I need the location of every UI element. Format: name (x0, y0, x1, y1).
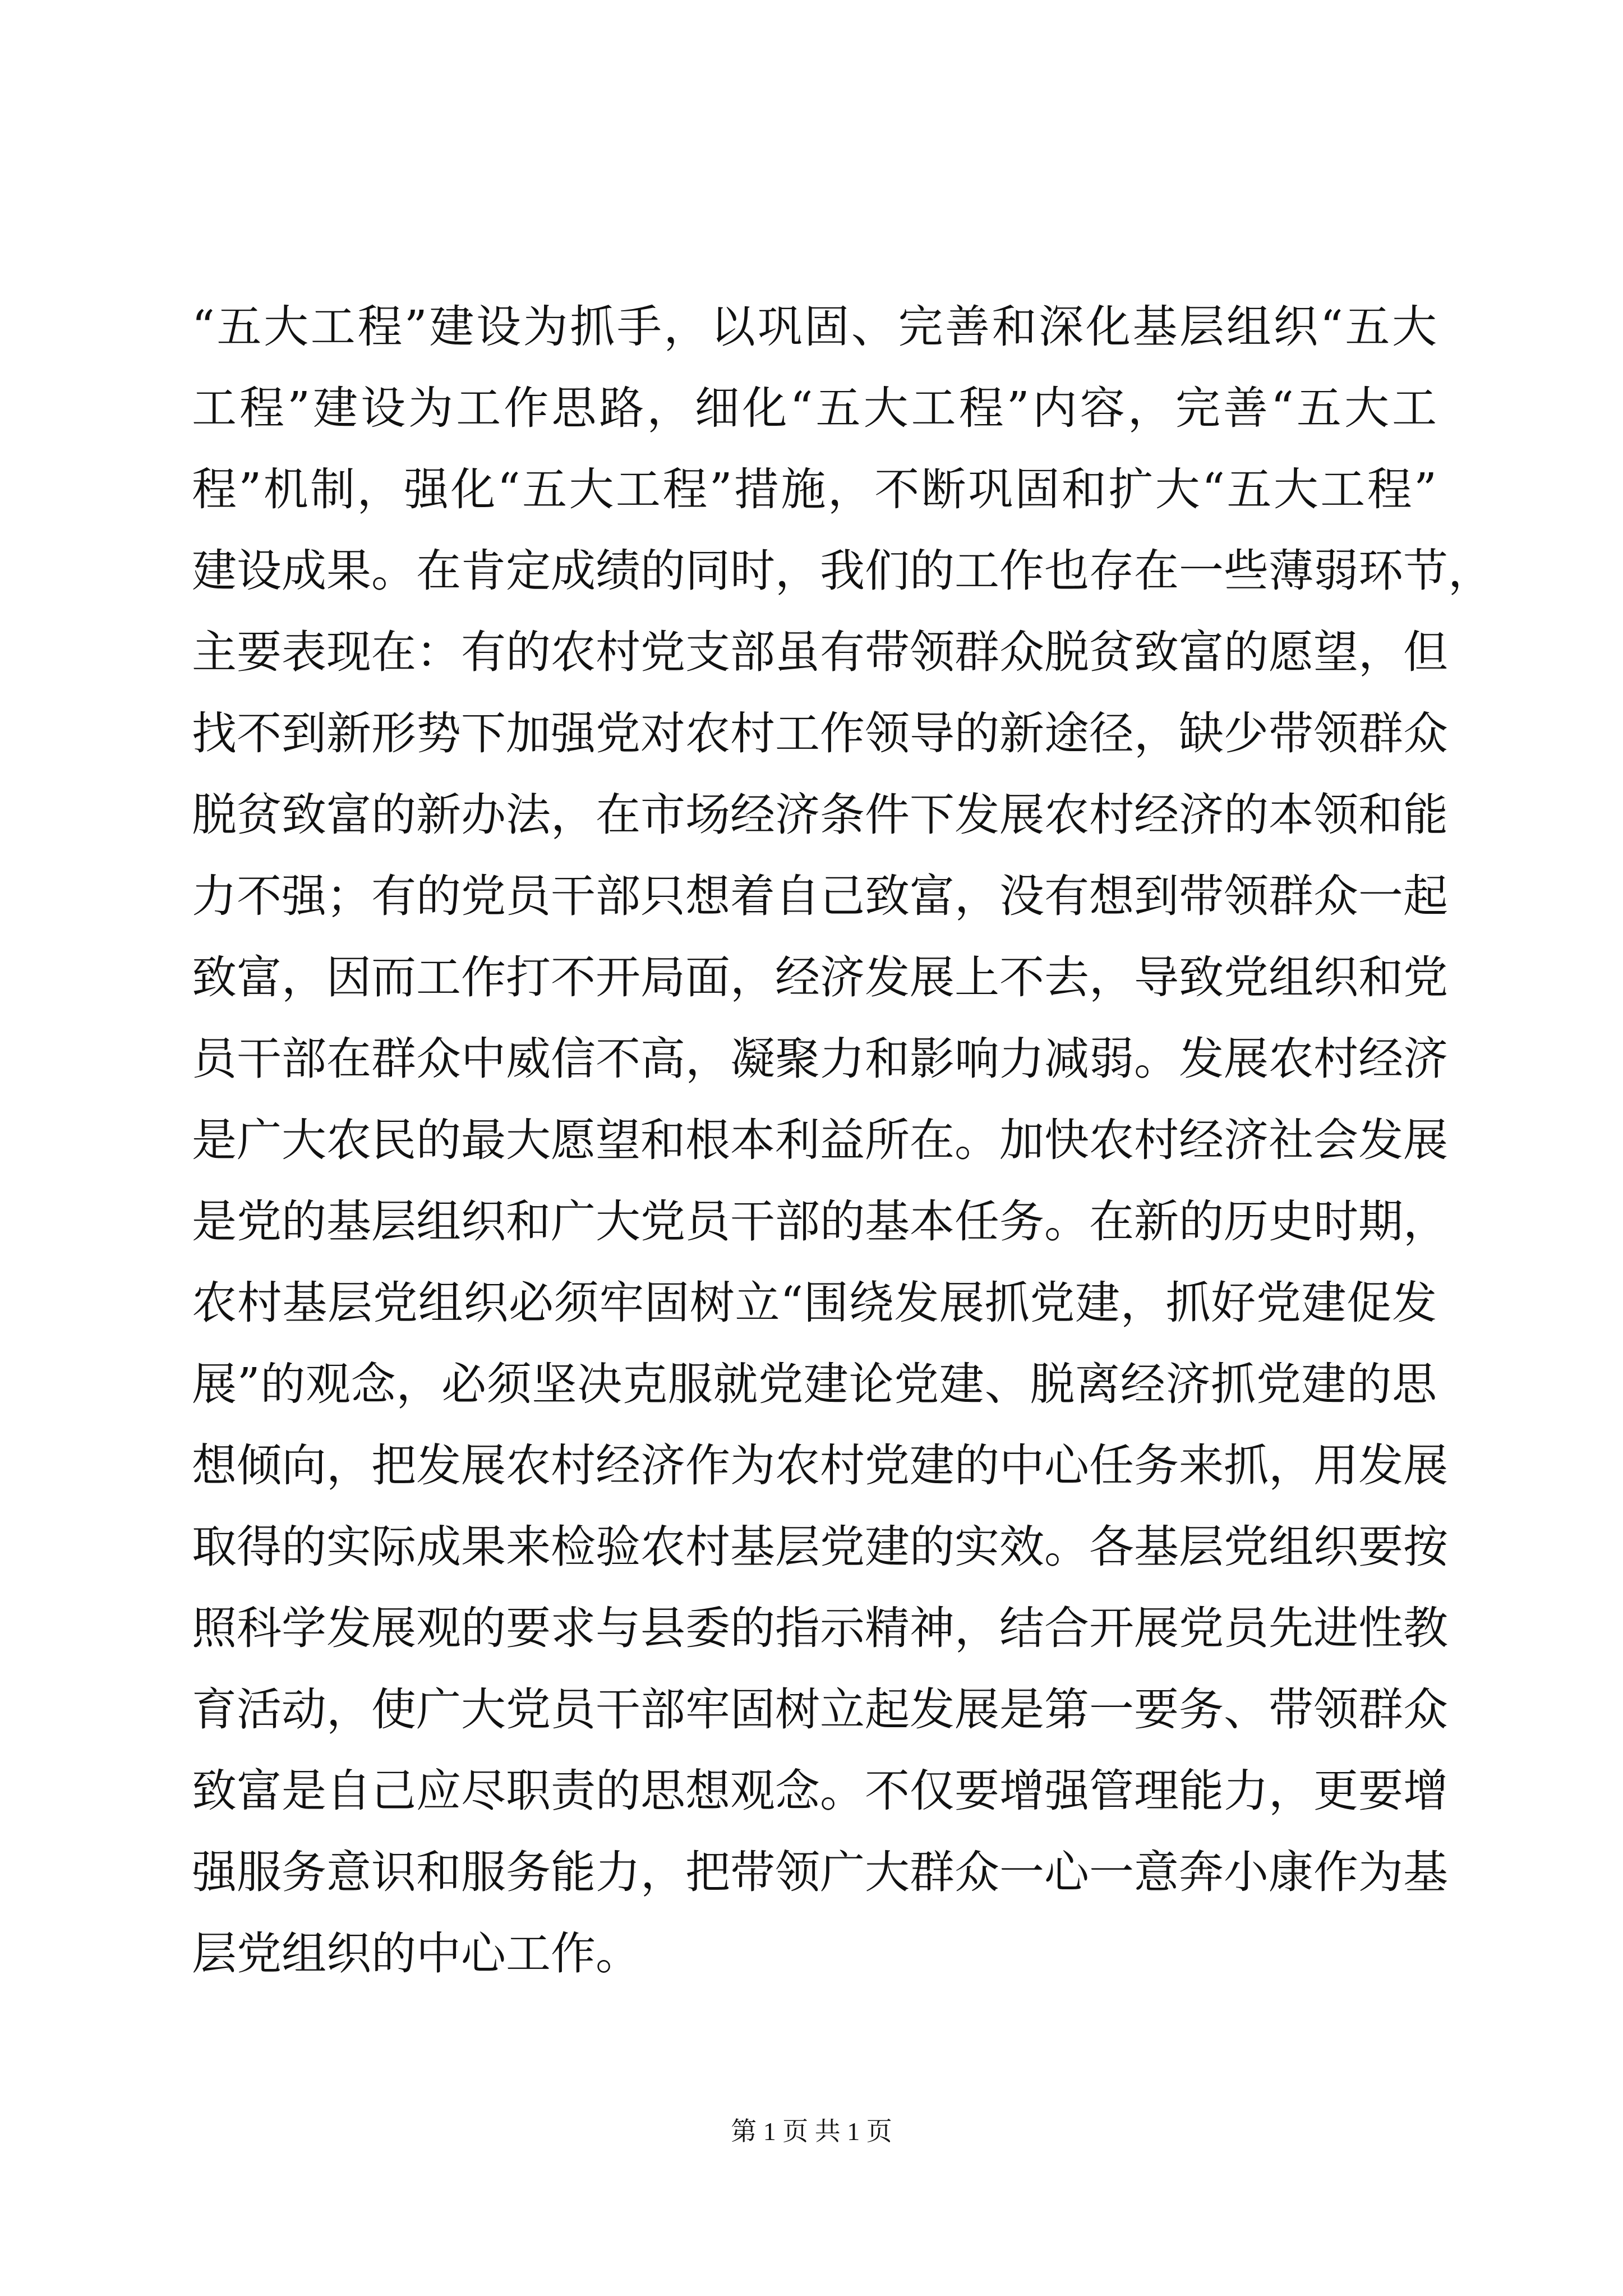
text-line: 强服务意识和服务能力，把带领广大群众一心一意奔小康作为基 (192, 1846, 1448, 1898)
text-line: 是广大农民的最大愿望和根本利益所在。加快农村经济社会发展 (192, 1114, 1448, 1166)
text-line: “五大工程”建设为抓手，以巩固、完善和深化基层组织“五大 (192, 301, 1437, 353)
text-line: 致富是自己应尽职责的思想观念。不仅要增强管理能力，更要增 (192, 1765, 1448, 1817)
text-line: 程”机制，强化“五大工程”措施，不断巩固和扩大“五大工程” (192, 463, 1437, 516)
text-line: 建设成果。在肯定成绩的同时，我们的工作也存在一些薄弱环节， (192, 545, 1493, 597)
text-line: 想倾向，把发展农村经济作为农村党建的中心任务来抓，用发展 (192, 1439, 1448, 1492)
text-line: 农村基层党组织必须牢固树立“围绕发展抓党建，抓好党建促发 (192, 1277, 1437, 1329)
text-line: 脱贫致富的新办法，在市场经济条件下发展农村经济的本领和能 (192, 789, 1448, 841)
body-paragraph (192, 286, 1493, 1994)
text-line: 育活动，使广大党员干部牢固树立起发展是第一要务、带领群众 (192, 1683, 1448, 1736)
text-line: 展”的观念，必须坚决克服就党建论党建、脱离经济抓党建的思 (192, 1358, 1437, 1410)
page-number-label: 第 1 页 共 1 页 (731, 2117, 892, 2146)
text-line: 致富，因而工作打不开局面，经济发展上不去，导致党组织和党 (192, 951, 1448, 1004)
text-line: 是党的基层组织和广大党员干部的基本任务。在新的历史时期， (192, 1195, 1448, 1248)
text-line: 工程”建设为工作思路，细化“五大工程”内容，完善“五大工 (192, 382, 1437, 434)
text-line: 层党组织的中心工作。 (192, 1927, 640, 1980)
text-line: 照科学发展观的要求与县委的指示精神，结合开展党员先进性教 (192, 1602, 1448, 1654)
page-footer (0, 2115, 1623, 2148)
text-line: 员干部在群众中威信不高，凝聚力和影响力减弱。发展农村经济 (192, 1033, 1448, 1085)
text-line: 找不到新形势下加强党对农村工作领导的新途径，缺少带领群众 (192, 707, 1448, 760)
text-line: 主要表现在：有的农村党支部虽有带领群众脱贫致富的愿望，但 (192, 626, 1448, 678)
text-line: 取得的实际成果来检验农村基层党建的实效。各基层党组织要按 (192, 1521, 1448, 1573)
text-line: 力不强；有的党员干部只想着自己致富，没有想到带领群众一起 (192, 870, 1448, 922)
